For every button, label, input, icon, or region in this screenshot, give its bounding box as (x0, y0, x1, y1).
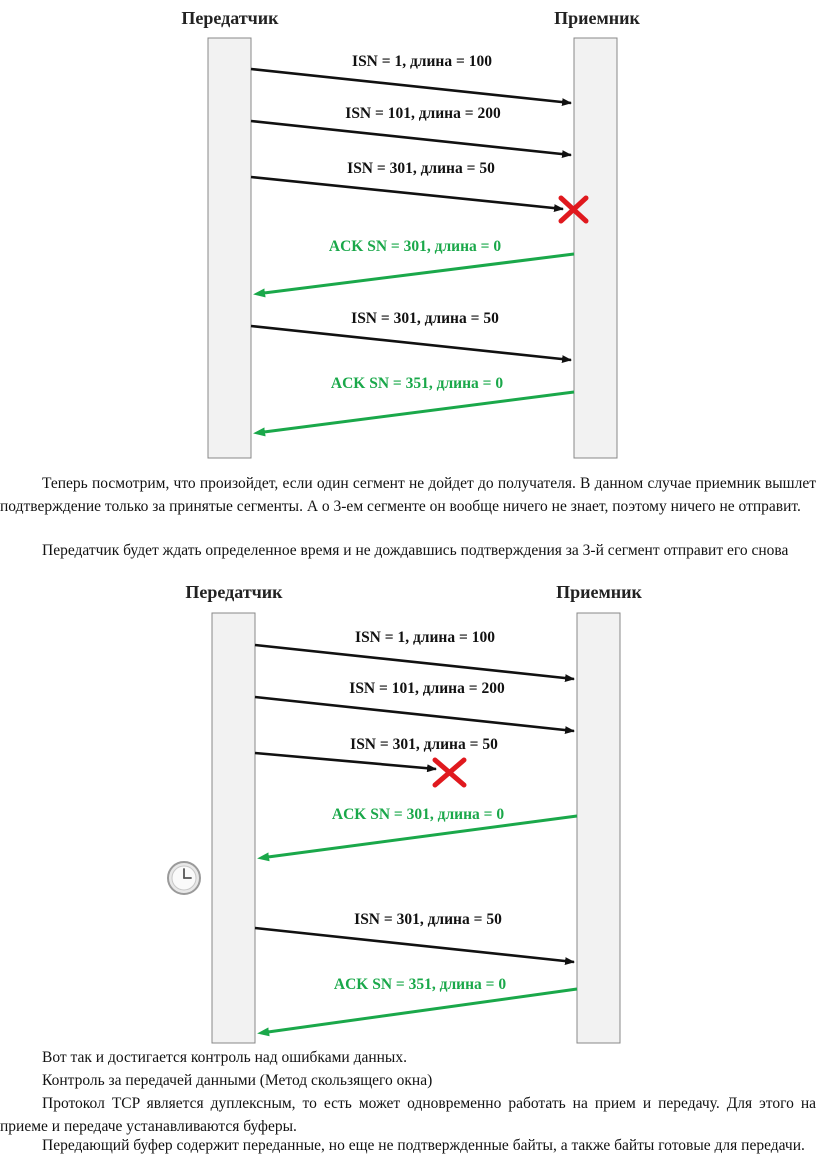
ack-arrow-1 (264, 254, 574, 293)
receiver-title: Приемник (556, 582, 642, 602)
data-arrow-1 (255, 645, 574, 679)
ack-label-2: ACK SN = 351, длина = 0 (333, 976, 507, 993)
sender-title: Передатчик (181, 8, 279, 28)
segment-label-4: ISN = 301, длина = 50 (351, 310, 499, 327)
receiver-lifeline (577, 613, 620, 1043)
segment-label-1: ISN = 1, длина = 100 (355, 629, 495, 646)
data-arrow-3 (251, 177, 563, 209)
paragraph-2: Передатчик будет ждать определенное время и не дождавшись подтверждения за 3-й сегмент отправит его снова (42, 542, 789, 559)
data-arrow-2 (251, 121, 571, 155)
segment-label-1: ISN = 1, длина = 100 (352, 53, 492, 70)
segment-label-3: ISN = 301, длина = 50 (350, 736, 498, 753)
ack-label-2: ACK SN = 351, длина = 0 (330, 375, 504, 392)
data-arrow-2 (255, 697, 574, 731)
sender-title: Передатчик (185, 582, 283, 602)
data-arrow-4 (251, 326, 571, 360)
tcp-diagram-1 (0, 0, 816, 460)
ack-arrow-2 (268, 989, 577, 1032)
segment-label-4: ISN = 301, длина = 50 (354, 911, 502, 928)
data-arrow-4 (255, 928, 574, 962)
sender-lifeline (208, 38, 251, 458)
x-mark-icon (435, 760, 464, 785)
data-arrow-3 (255, 753, 436, 769)
receiver-lifeline (574, 38, 617, 458)
ack-label-1: ACK SN = 301, длина = 0 (328, 238, 502, 255)
paragraph-4: Контроль за передачей данными (Метод скользящего окна) (42, 1072, 433, 1089)
paragraph-1: Теперь посмотрим, что произойдет, если один сегмент не дойдет до получателя. В данном случае приемник вышлет подтверждение только за принятые сегменты. А о 3-ем сегменте он вообще ничего не знает, поэтому ничего не отправит. (0, 475, 816, 515)
paragraph-6: Передающий буфер содержит переданные, но еще не подтвержденные байты, а также байты готовые для передачи. (42, 1137, 805, 1154)
ack-arrow-2 (264, 392, 574, 432)
segment-label-2: ISN = 101, длина = 200 (349, 680, 505, 697)
sender-lifeline (212, 613, 255, 1043)
clock-icon (168, 862, 200, 894)
segment-label-3: ISN = 301, длина = 50 (347, 160, 495, 177)
ack-label-1: ACK SN = 301, длина = 0 (331, 806, 505, 823)
paragraph-3: Вот так и достигается контроль над ошибками данных. (42, 1049, 407, 1066)
paragraph-5: Протокол TCP является дуплексным, то есть может одновременно работать на прием и передачу. Для этого на приеме и передаче устанавливаются буферы. (0, 1095, 816, 1135)
data-arrow-1 (251, 69, 571, 103)
receiver-title: Приемник (554, 8, 640, 28)
tcp-diagram-2 (0, 580, 816, 1045)
segment-label-2: ISN = 101, длина = 200 (345, 105, 501, 122)
